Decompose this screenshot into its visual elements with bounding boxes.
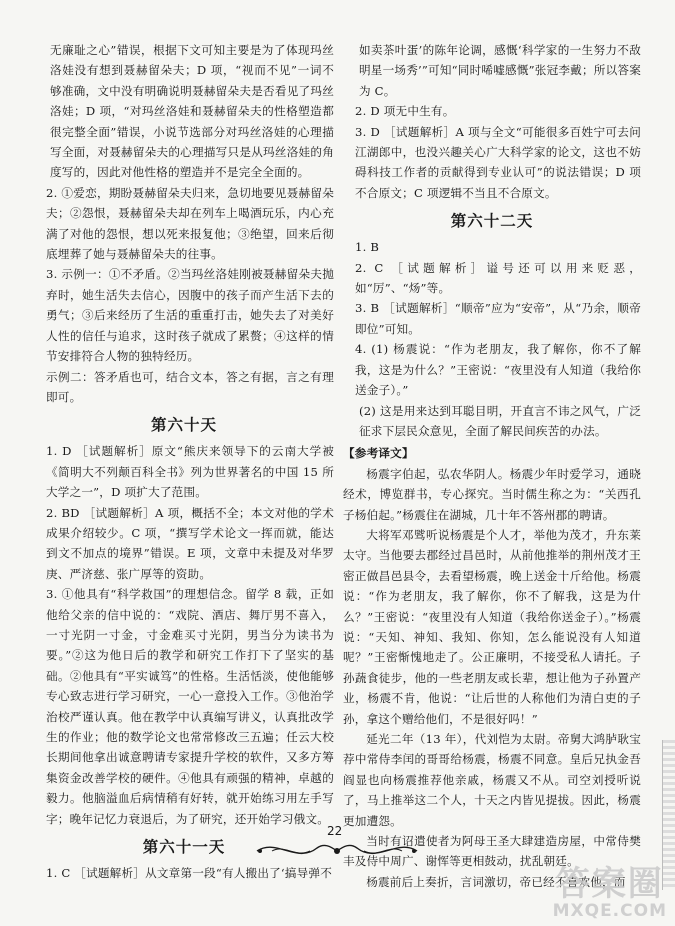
reference-translation-label: 【参考译文】 <box>343 446 414 461</box>
section-heading-day-62: 第六十二天 <box>450 212 534 231</box>
day62-answer-2: 2. C ［试题解析］谥号还可以用来贬恶，如“厉”、“炀”等。 <box>355 260 641 296</box>
day61-answer-2: 2. D 项无中生有。 <box>355 104 455 119</box>
day62-answer-4-part-2: (2) 这是用来达到耳聪目明，开直言不讳之风气，广泛征求下层民众意见，全面了解民间疾苦的办法。 <box>359 403 641 438</box>
page-number: 22 <box>327 824 343 838</box>
right-column <box>343 40 641 892</box>
day60-answer-2: 2. BD ［试题解析］A 项，概括不全；本文对他的学术成果介绍较少。C 项，“撰写学术论文一挥而就，能达到文不加点的境界”错误。E 项，文章中未提及对华罗庚、严济慈、张广厚等的资助。 <box>46 505 334 581</box>
watermark-title: 答案圈 <box>555 864 664 904</box>
answer-q3-example-1: 3. 示例一：①不矛盾。②当玛丝洛娃刚被聂赫留朵夫抛弃时，她生活失去信心，因腹中的孩子而产生活下去的勇气；③后来经历了生活的重重打击，她失去了对美好人性的信任与追求，这时孩子就成了累赘；④这样的情节安排符合人物的独特经历。 <box>46 267 334 364</box>
site-watermark <box>553 866 667 920</box>
translation-paragraph-5: 杨震前后上奏折，言词激切，帝已经不喜欢他，而 <box>366 874 626 889</box>
day62-answer-3: 3. B ［试题解析］“顺帝”应为“安帝”，从“乃余，顺帝即位”可知。 <box>355 301 641 336</box>
watermark-url: MXQE.COM <box>552 901 667 921</box>
section-heading-day-61: 第六十一天 <box>142 838 226 857</box>
day60-answer-1: 1. D ［试题解析］原文“熊庆来领导下的云南大学被《简明大不列颠百科全书》列为世界著名的中国 15 所大学之一”，D 项扩大了范围。 <box>46 444 334 500</box>
day61-answer-1-continued: 如卖茶叶蛋’的陈年论调，感慨‘科学家的一生努力不敌明星一场秀’”可知“同时唏嘘感慨”张冠李戴；所以答案为 C。 <box>359 43 641 98</box>
left-column <box>34 40 334 883</box>
translation-paragraph-4: 当时有诏遣使者为阿母王圣大肆建造房屋，中常侍樊丰及侍中周广、谢恽等更相鼓动，扰乱朝廷。 <box>343 834 641 869</box>
section-heading-day-60: 第六十天 <box>150 416 217 435</box>
day62-answer-1: 1. B <box>355 240 380 255</box>
day61-answer-3: 3. D ［试题解析］A 项与全文“可能很多百姓宁可去问江湖郎中，也没兴趣关心广大科学家的论文，这也不妨碍科技工作者的贡献得到专业认可”的说法错误；D 项不合原文；C 项逻辑不当且不合原文。 <box>355 124 641 200</box>
day60-answer-3: 3. ①他具有“科学救国”的理想信念。留学 8 载，正如他给父亲的信中说的：“戏院、酒店、舞厅男不喜入，一寸光阴一寸金，寸金难买寸光阴，男当分为读书为要。”②这为他日后的教学和研究工作打下了坚实的基础。②他具有“平实诚笃”的性格。生活恬淡，使他能够专心致志进行学习研究，一心一意投入工作。③他治学治校严谨认真。他在教学中认真编写讲义，认真批改学生的作业；他的数学论文也常常修改三五遍；任云大校长期间他拿出诚意聘请专家提升学校的软件，又多方筹集资金改善学校的硬件。④他具有顽强的精神，卓越的毅力。他脑溢血后病情稍有好转，就开始练习用左手写字；晚年记忆力衰退后，为了研究，还开始学习俄文。 <box>46 587 334 826</box>
translation-paragraph-3: 延光二年（13 年），代刘恺为太尉。帝舅大鸿胪耿宝荐中常侍李闰的哥哥给杨震，杨震不同意。皇后兄执金吾阎显也向杨震推荐他亲戚，杨震又不从。司空刘授听说了，马上推举这二个人，十天之内皆见提拔。因此，杨震更加遭怨。 <box>343 732 641 828</box>
translation-paragraph-2: 大将军邓骘听说杨震是个人才，举他为茂才，升东莱太守。当他要去郡经过昌邑时，从前他推举的荆州茂才王密正做昌邑县令，去看望杨震，晚上送金十斤给他。杨震说：“作为老朋友，我了解你，你不了解我，这是为什么？”王密说：“夜里没有人知道（我给你送金子）。”杨震说：“天知、神知、我知、你知，怎么能说没有人知道呢？”王密惭愧地走了。公正廉明，不接受私人请托。子孙蔬食徒步，他的一些老朋友或长辈，想让他为子孙置产业，杨震不肯，他说：“让后世的人称他们为清白吏的子孙，拿这个赠给他们，不是很好吗！” <box>343 527 641 726</box>
answer-continuation: 无廉耻之心”错误，根据下文可知主要是为了体现玛丝洛娃没有想到聂赫留朵夫；D 项，“视而不见”一词不够准确，文中没有明确说明聂赫留朵夫是否看见了玛丝洛娃；D 项，“对玛丝洛娃和聂赫留朵夫的性格塑造都很完整全面”错误，小说节选部分对玛丝洛娃的心理描写全面，对聂赫留朵夫的心理描写只是从玛丝洛娃的角度写的，因此对他性格的塑造并不是完全全面的。 <box>50 43 334 180</box>
day61-answer-1: 1. C ［试题解析］从文章第一段“有人搬出了‘搞导弹不 <box>46 866 332 881</box>
translation-paragraph-1: 杨震字伯起，弘农华阴人。杨震少年时爱学习，通晓经术，博览群书，专心探究。当时儒生称之为：“关西孔子杨伯起。”杨震住在湖城，几十年不答州郡的聘请。 <box>343 466 641 522</box>
ornament-icon <box>252 836 422 866</box>
page-footer <box>0 826 675 866</box>
day62-answer-4-part-1: 4. (1) 杨震说：“作为老朋友，我了解你，你不了解我，这是为什么？”王密说：“夜里没有人知道（我给你送金子）。” <box>355 342 641 398</box>
answer-q2: 2. ①爱恋，期盼聂赫留朵夫归来，急切地要见聂赫留朵夫；②怨恨，聂赫留朵夫却在列车上喝酒玩乐，内心充满了对他的怨恨，想以死来报复他；③绝望，回来后彻底埋葬了她与聂赫留朵夫的往事。 <box>46 185 334 262</box>
answer-q3-example-2: 示例二：答矛盾也可，结合文本，答之有据，言之有理即可。 <box>46 369 334 404</box>
